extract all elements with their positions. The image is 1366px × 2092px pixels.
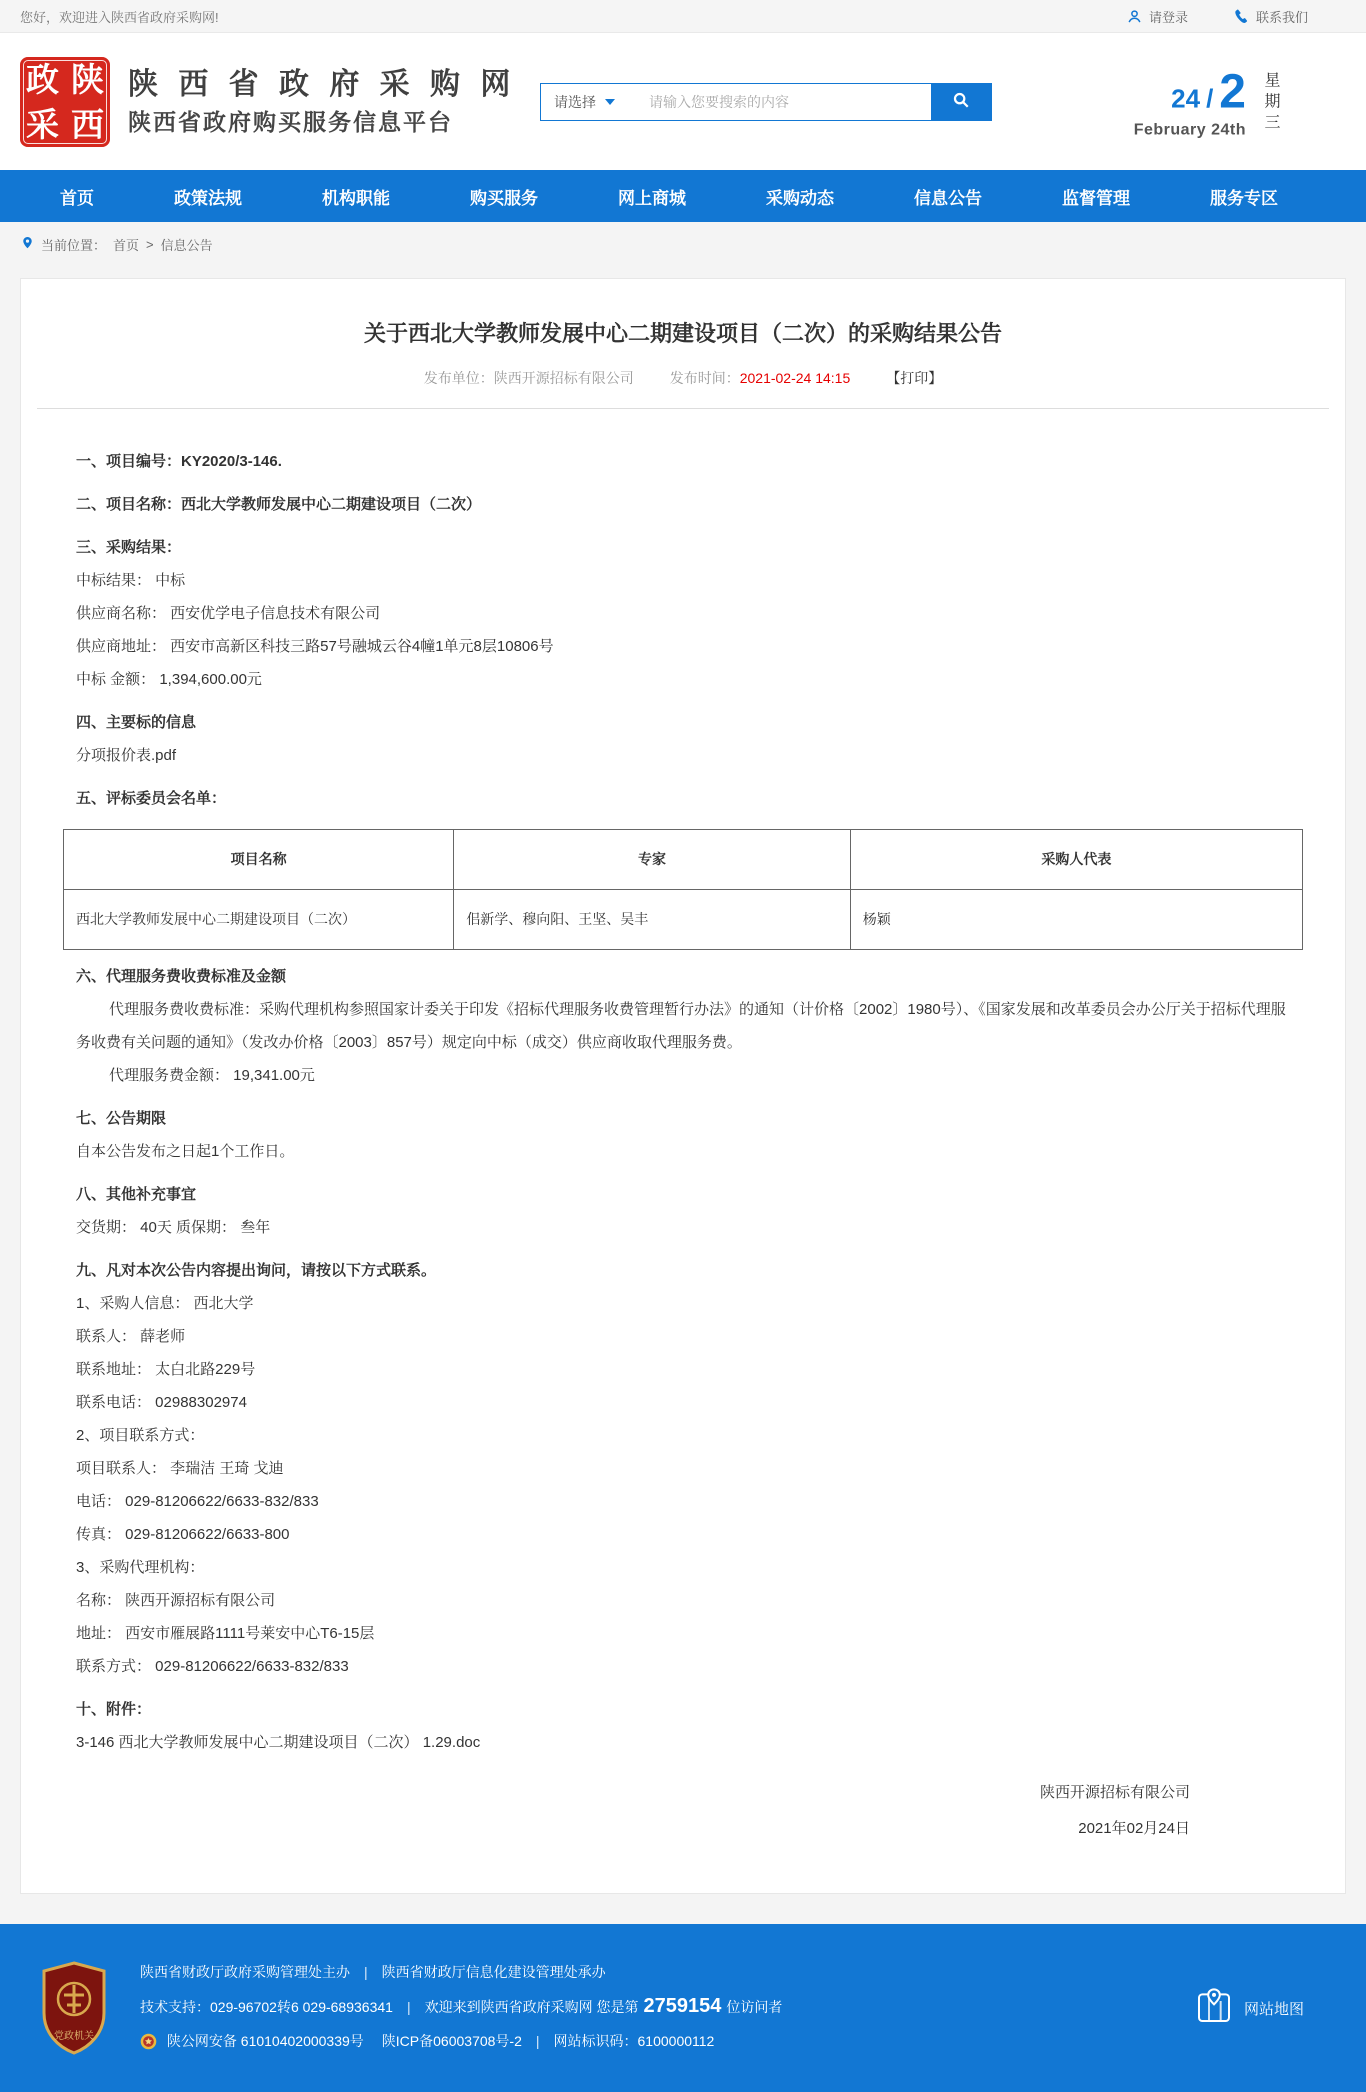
main-area	[0, 266, 1366, 1924]
table-row	[64, 890, 1303, 950]
article-line: 传真： 029-81206622/6633-800	[76, 1526, 290, 1543]
sitemap-button[interactable]	[1194, 1986, 1304, 2030]
breadcrumb-current: 信息公告	[160, 237, 213, 253]
article-line: 地址： 西安市雁展路1111号莱安中心T6-15层	[76, 1625, 375, 1642]
article-line: 2、项目联系方式：	[76, 1427, 205, 1444]
footer-separator: |	[364, 1963, 368, 1980]
table-header-row	[64, 830, 1303, 890]
search-button[interactable]	[931, 84, 991, 120]
date-day: 24	[1171, 83, 1201, 113]
footer-separator: |	[406, 1998, 411, 2015]
search-category-label: 请选择	[554, 93, 596, 110]
article-line: 十、附件：	[76, 1701, 152, 1718]
logo-char: 西	[71, 105, 104, 143]
date-weekday: 星期三	[1262, 71, 1279, 134]
footer-line-3	[140, 2024, 782, 2062]
article-line: 中标结果： 中标	[76, 572, 186, 589]
welcome-text: 您好，欢迎进入陕西省政府采购网!	[20, 9, 219, 25]
table-header-cell: 专家	[454, 830, 850, 890]
search-icon	[952, 91, 970, 112]
article-line: 联系地址： 太白北路229号	[76, 1361, 256, 1378]
header	[0, 33, 1366, 170]
nav-item[interactable]: 购买服务	[470, 188, 538, 208]
nav-item[interactable]: 信息公告	[914, 188, 982, 208]
table-cell-experts: 佀新学、穆向阳、王坚、吴丰	[454, 890, 850, 950]
nav-item[interactable]: 服务专区	[1210, 188, 1278, 208]
map-icon	[1194, 1986, 1234, 2030]
date-widget	[1134, 64, 1310, 139]
tech-support-phones: 029-96702转6 029-68936341	[210, 1998, 393, 2015]
article-body	[21, 409, 1345, 1847]
article-section-top	[76, 445, 1290, 815]
search-category-select[interactable]	[541, 84, 639, 120]
breadcrumb	[0, 222, 1366, 266]
topbar-links	[1127, 7, 1308, 26]
article-line: 六、代理服务费收费标准及金额	[76, 968, 287, 985]
article-line: 八、其他补充事宜	[76, 1186, 197, 1203]
article-line[interactable]: 分项报价表.pdf	[76, 747, 177, 764]
police-badge-icon	[140, 2037, 161, 2053]
chevron-down-icon	[605, 99, 615, 105]
article-line: 五、评标委员会名单：	[76, 790, 227, 807]
site-code-label: 网站标识码：	[553, 2032, 638, 2049]
signature-org: 陕西开源招标有限公司	[1039, 1784, 1190, 1801]
article-line: 九、凡对本次公告内容提出询问，请按以下方式联系。	[76, 1262, 437, 1279]
article-line: 四、主要标的信息	[76, 714, 197, 731]
login-label: 请登录	[1148, 9, 1188, 25]
table-cell-purchaser-rep: 杨颖	[850, 890, 1302, 950]
article-line: 三、采购结果：	[76, 539, 182, 556]
visitor-welcome: 欢迎来到陕西省政府采购网 您是第	[424, 1998, 639, 2015]
publisher-value: 陕西开源招标有限公司	[493, 370, 634, 386]
phone-icon	[1234, 9, 1249, 24]
user-icon	[1127, 9, 1142, 24]
table-header-cell: 项目名称	[64, 830, 454, 890]
footer-separator: |	[535, 2032, 540, 2049]
committee-table	[63, 829, 1303, 950]
article-line: 中标 金额： 1,394,600.00元	[76, 671, 262, 688]
footer-line-1	[140, 1955, 782, 1989]
logo-char: 陕	[71, 60, 104, 98]
table-cell-project: 西北大学教师发展中心二期建设项目（二次）	[64, 890, 454, 950]
visitor-count: 2759154	[643, 1994, 722, 2017]
footer-text	[140, 1955, 782, 2062]
nav-item[interactable]: 政策法规	[174, 188, 242, 208]
article-line: 七、公告期限	[76, 1110, 167, 1127]
location-pin-icon	[21, 235, 34, 253]
contact-button[interactable]	[1234, 7, 1308, 26]
topbar	[0, 0, 1366, 33]
nav-bar	[0, 170, 1366, 222]
article-line: 自本公告发布之日起1个工作日。	[76, 1143, 295, 1160]
nav-item[interactable]: 采购动态	[766, 188, 834, 208]
table-header-cell: 采购人代表	[850, 830, 1302, 890]
breadcrumb-label: 当前位置：	[41, 237, 107, 253]
footer-line-2	[140, 1989, 782, 2024]
site-subtitle: 陕西省政府购买服务信息平台	[128, 109, 453, 136]
government-emblem-badge	[38, 1961, 110, 2055]
nav-item[interactable]: 网上商城	[618, 188, 686, 208]
nav-item[interactable]: 机构职能	[322, 188, 390, 208]
date-numeric-block	[1134, 64, 1246, 139]
nav-item[interactable]: 监督管理	[1062, 188, 1130, 208]
date-month: 2	[1219, 65, 1246, 118]
article-line: 联系电话： 02988302974	[76, 1394, 247, 1411]
article-line: 代理服务费金额： 19,341.00元	[109, 1067, 315, 1084]
site-code-value: 6100000112	[637, 2032, 715, 2049]
search-box	[540, 83, 992, 121]
nav-item[interactable]: 首页	[60, 188, 94, 208]
article-line: 1、采购人信息： 西北大学	[76, 1295, 254, 1312]
beian-link[interactable]: 陕公网安备 61010402000339号	[166, 2032, 364, 2049]
site-logo[interactable]	[20, 57, 110, 147]
content-panel	[20, 278, 1346, 1894]
sitemap-label: 网站地图	[1243, 2000, 1304, 2018]
article-line: 供应商地址： 西安市高新区科技三路57号融城云谷4幢1单元8层10806号	[76, 638, 554, 655]
site-title: 陕 西 省 政 府 采 购 网	[128, 67, 517, 101]
article-line: 项目联系人： 李瑞洁 王琦 戈迪	[76, 1460, 284, 1477]
article-line: 联系人： 薛老师	[76, 1328, 186, 1345]
article-line: 联系方式： 029-81206622/6633-832/833	[76, 1658, 349, 1675]
footer	[0, 1924, 1366, 2092]
emblem-label: 党政机关	[54, 2031, 94, 2042]
publish-meta	[21, 368, 1345, 388]
breadcrumb-separator: >	[146, 236, 154, 252]
publish-time-value: 2021-02-24 14:15	[739, 370, 851, 386]
visitor-suffix: 位访问者	[726, 1998, 783, 2015]
icp-link[interactable]: 陕ICP备06003708号-2	[381, 2032, 522, 2049]
login-button[interactable]	[1127, 7, 1188, 26]
article-line: 3、采购代理机构：	[76, 1559, 205, 1576]
article-line: 名称： 陕西开源招标有限公司	[76, 1592, 276, 1609]
site-titles	[128, 68, 516, 136]
date-english: February 24th	[1133, 121, 1246, 138]
contact-label: 联系我们	[1255, 9, 1308, 25]
publish-time-label: 发布时间：	[669, 370, 740, 386]
publisher-label: 发布单位：	[423, 370, 494, 386]
breadcrumb-home[interactable]: 首页	[113, 237, 140, 253]
article-line: 二、项目名称：西北大学教师发展中心二期建设项目（二次）	[76, 496, 482, 513]
article-line: 电话： 029-81206622/6633-832/833	[76, 1493, 319, 1510]
footer-sponsor: 陕西省财政厅政府采购管理处主办	[140, 1963, 350, 1980]
date-slash: /	[1206, 83, 1214, 113]
tech-support-label: 技术支持：	[140, 1998, 210, 2015]
article-section-bottom	[76, 960, 1290, 1759]
logo-char: 政	[26, 60, 59, 98]
article-line: 交货期： 40天 质保期： 叁年	[76, 1219, 271, 1236]
print-button[interactable]: 【打印】	[886, 370, 943, 386]
article-line[interactable]: 3-146 西北大学教师发展中心二期建设项目（二次） 1.29.doc	[76, 1734, 481, 1751]
signature-block	[76, 1775, 1290, 1847]
logo-char: 采	[26, 105, 59, 143]
date-day-month	[1134, 64, 1246, 119]
page-title: 关于西北大学教师发展中心二期建设项目（二次）的采购结果公告	[363, 321, 1002, 346]
footer-organizer: 陕西省财政厅信息化建设管理处承办	[381, 1963, 606, 1980]
search-input[interactable]	[639, 84, 931, 120]
article-line: 代理服务费收费标准：采购代理机构参照国家计委关于印发《招标代理服务收费管理暂行办法》的通知（计价格〔2002〕1980号）、《国家发展和改革委员会办公厅关于招标代理服务收费有关问题的通知》（发改办价格〔2003〕857号）规定向中标（成交）供应商收取代理服务费。	[76, 1001, 1286, 1051]
article-line: 供应商名称： 西安优学电子信息技术有限公司	[76, 605, 381, 622]
signature-date: 2021年02月24日	[1078, 1820, 1190, 1837]
article-line: 一、项目编号：KY2020/3-146.	[76, 453, 282, 470]
